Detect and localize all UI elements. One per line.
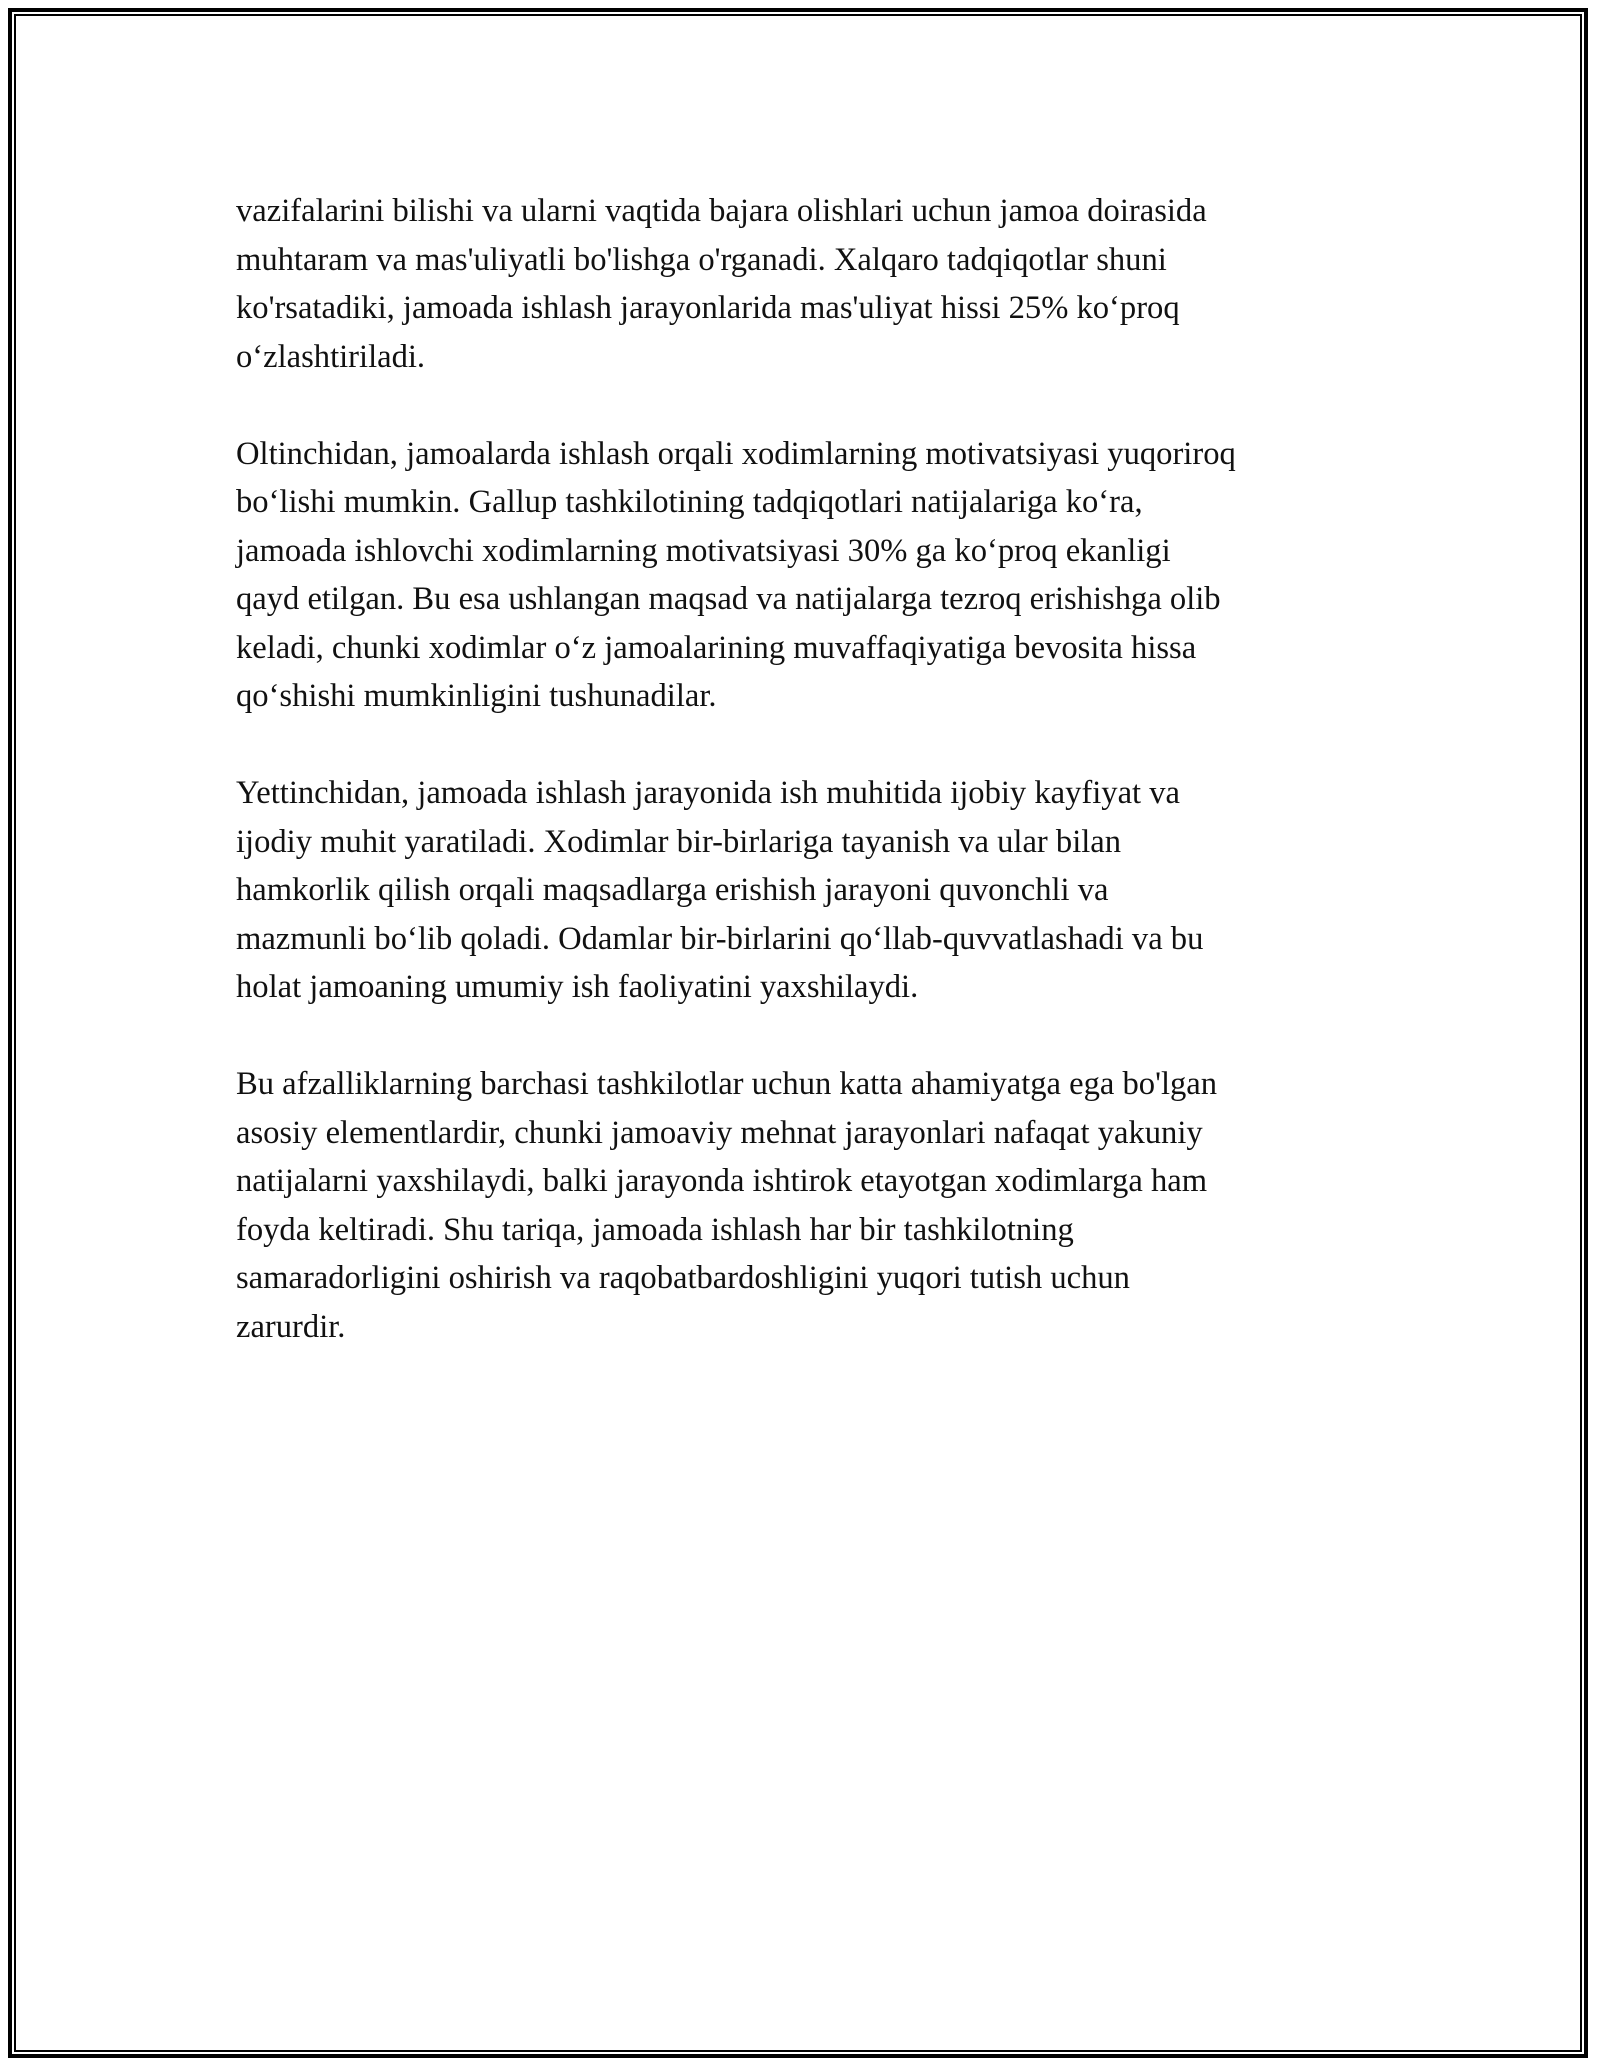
text-line: zarurdir. [236,1308,346,1345]
text-line: asosiy elementlardir, chunki jamoaviy mehnat jarayonlari nafaqat yakuniy [236,1114,1203,1151]
text-line: ko'rsatadiki, jamoada ishlash jarayonlarida mas'uliyat hissi 25% koʻproq [236,290,1180,326]
text-line: oʻzlashtiriladi. [236,338,426,375]
text-line: Oltinchidan, jamoalarda ishlash orqali xodimlarning motivatsiyasi yuqoriroq [236,435,1236,472]
text-line: ijodiy muhit yaratiladi. Xodimlar bir-birlariga tayanish va ular bilan [236,823,1122,860]
text-line: Bu afzalliklarning barchasi tashkilotlar uchun katta ahamiyatga ega bo'lgan [236,1066,1218,1102]
text-line: qayd etilgan. Bu esa ushlangan maqsad va natijalarga tezroq erishishga olib [236,581,1221,617]
text-line: vazifalarini bilishi va ularni vaqtida bajara olishlari uchun jamoa doirasida [236,193,1207,229]
paragraph-4 [236,1060,1386,1351]
text-line: mazmunli boʻlib qoladi. Odamlar bir-birlarini qoʻllab-quvvatlashadi va bu [236,920,1204,957]
text-line: natijalarni yaxshilaydi, balki jarayonda ishtirok etayotgan xodimlarga ham [236,1163,1208,1199]
text-line: hamkorlik qilish orqali maqsadlarga erishish jarayoni quvonchli va [236,872,1109,908]
text-line: jamoada ishlovchi xodimlarning motivatsiyasi 30% ga koʻproq ekanligi [236,532,1171,569]
text-line: keladi, chunki xodimlar oʻz jamoalarining muvaffaqiyatiga bevosita hissa [236,629,1197,666]
paragraph-2 [236,430,1386,721]
text-line: qoʻshishi mumkinligini tushunadilar. [236,678,717,714]
text-line: holat jamoaning umumiy ish faoliyatini yaxshilaydi. [236,969,919,1005]
text-line: foyda keltiradi. Shu tariqa, jamoada ishlash har bir tashkilotning [236,1211,1074,1248]
text-line: muhtaram va mas'uliyatli bo'lishga o'rganadi. Xalqaro tadqiqotlar shuni [236,241,1167,278]
text-line: samaradorligini oshirish va raqobatbardoshligini yuqori tutish uchun [236,1260,1130,1296]
document-body [236,187,1386,1400]
paragraph-1 [236,187,1386,381]
paragraph-3 [236,769,1386,1012]
text-line: Yettinchidan, jamoada ishlash jarayonida ish muhitida ijobiy kayfiyat va [236,775,1180,811]
text-line: boʻlishi mumkin. Gallup tashkilotining tadqiqotlari natijalariga koʻra, [236,484,1143,520]
